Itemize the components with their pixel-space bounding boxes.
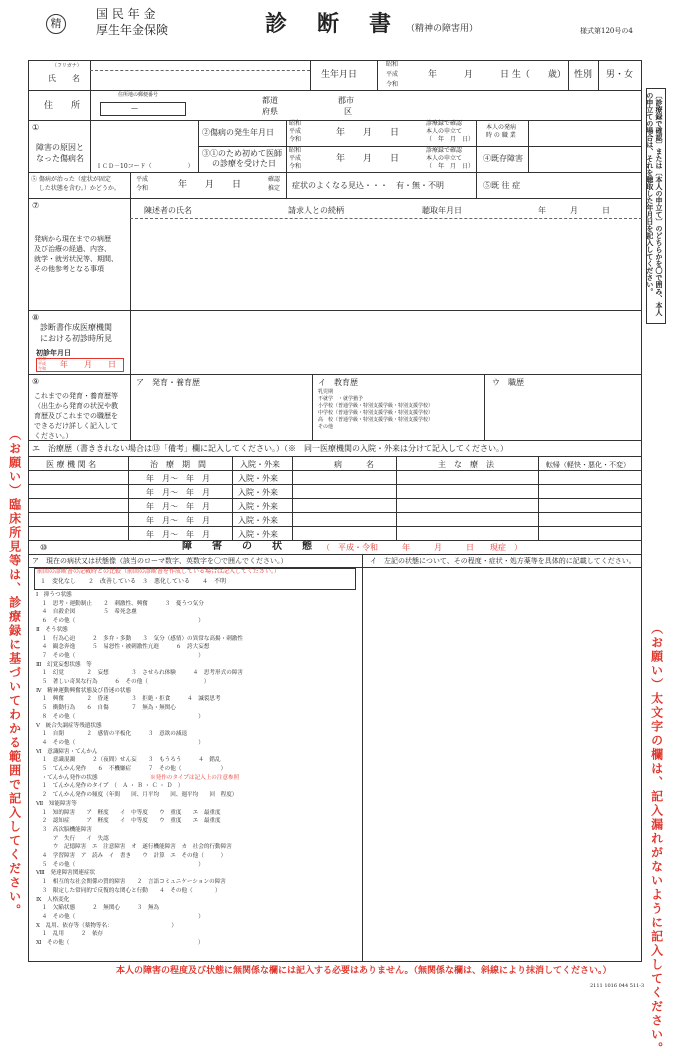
row2-occupation-l2: 時 の 職 業 [486, 132, 516, 139]
th-inout: 入院・外来 [240, 460, 280, 469]
condition-item[interactable]: １ 幻覚 ２ 妄想 ３ させられ体験 ４ 思考形式の障害 [36, 670, 243, 677]
col-education: イ 教育歴 [318, 378, 358, 387]
condition-item[interactable]: ・てんかん発作の状態 [36, 774, 98, 781]
condition-item[interactable]: ウ 記憶障害 エ 注意障害 オ 遂行機能障害 カ 社会的行動障害 [36, 844, 232, 851]
condition-item[interactable]: Ⅸ 人格変化 [36, 896, 70, 903]
col-work-history: ウ 職歴 [492, 378, 524, 387]
condition-right-head: イ 左記の状態について、その程度・症状・処方薬等を具体的に記載してください。 [370, 557, 636, 565]
seizure-type-note: ※発作のタイプは記入上の注意参照 [150, 774, 240, 781]
edu-line-1: 乳児期 [318, 389, 334, 395]
condition-item[interactable]: ２ てんかん発作の頻度（年間 回、月平均 回、週平均 回 程度） [36, 792, 238, 799]
compare-red-note: 前回の診断書の記載時との比較（前回の診断書を作成している場合は記入してください。） [37, 568, 281, 575]
condition-item[interactable]: １ 思考・運動制止 ２ 刺激性、興奮 ３ 憂うつ気分 [36, 600, 204, 607]
postcode-field[interactable] [100, 102, 186, 116]
first-era-showa: 昭和 [38, 356, 46, 361]
condition-item[interactable]: １ 行為心迫 ２ 多弁・多動 ３ 気分（感情）の異常な高揚・刺激性 [36, 635, 243, 642]
th-therapy: 主 な 療 法 [438, 460, 494, 469]
form-number: 様式第120号の4 [580, 27, 633, 35]
row5-era-reiwa: 令和 [136, 185, 149, 192]
row5-label-l2: した状態を含む。）かどうか。 [31, 185, 120, 192]
row3-confirm-l3: （ 年 月 日） [426, 163, 475, 170]
condition-item[interactable]: ５ 衝動行為 ６ 自傷 ７ 無為・無関心 [36, 705, 176, 712]
city-label1: 郡市 [338, 96, 354, 105]
row2-confirm-l1[interactable]: 診療録で確認 [426, 120, 463, 127]
pension-line2: 厚生年金保険 [96, 23, 169, 37]
history-label: ⑤既 往 症 [483, 181, 521, 190]
row8-desc-l2: における初診時所見 [40, 334, 112, 343]
edu-line-6[interactable]: その他 [318, 424, 334, 430]
row1-label-l1: 障害の原因と [36, 143, 84, 152]
condition-item[interactable]: １ 乱用 ２ 依存 [36, 931, 104, 938]
condition-item[interactable]: ４ 自殺企図 ５ 希死念慮 [36, 609, 137, 616]
name-label: 氏 名 [48, 74, 80, 83]
right-side-note: （お願い）太文字の欄は、記入漏れがないように記入してください。 [649, 622, 664, 1056]
birth-label: 生年月日 [321, 70, 358, 80]
row9-desc-l1: これまでの発育・養育歴等 [34, 392, 118, 400]
row3-date-field[interactable]: 年 月 日 [336, 154, 400, 164]
condition-left-head: ア 現在の病状又は状態像（該当のローマ数字、英数字を〇で囲んでください。） [32, 557, 288, 565]
listen-date-field[interactable]: 年 月 日 [538, 206, 610, 215]
row7-num: ⑦ [32, 201, 40, 210]
page-title: 診 断 書 [265, 11, 396, 37]
row3-era-showa: 昭和 [289, 147, 302, 154]
condition-item[interactable]: Ⅲ 幻覚妄想状態 等 [36, 661, 92, 668]
row7-desc-l2: 及び治療の経過、内容、 [34, 245, 111, 253]
first-era-reiwa: 令和 [38, 366, 46, 371]
seal-icon: 精 [46, 14, 66, 34]
row5-confirm[interactable]: 確認 [268, 176, 281, 183]
condition-item[interactable]: Ⅴ 統合失調症等残遺状態 [36, 722, 102, 729]
inout-row-4[interactable]: 入院・外来 [238, 516, 278, 525]
condition-item[interactable]: Ⅱ そう状態 [36, 626, 68, 633]
condition-item[interactable]: Ⅹ 乱用、依存等（薬物等名： ） [36, 922, 178, 929]
furigana-label: （フリガナ） [52, 63, 82, 69]
row7-desc-l1: 発病から現在までの病歴 [34, 235, 111, 243]
treatment-heading: エ 治療歴（書ききれない場合は⑬「備考」欄に記入してください。）（※ 同一医療機関の入院・外来は分けて記入してください。） [32, 444, 508, 453]
row8-num: ⑧ [32, 313, 40, 322]
condition-item[interactable]: Ⅰ 抑うつ状態 [36, 592, 72, 598]
condition-item[interactable]: １ 自閉 ２ 感情の平板化 ３ 意欲の減退 [36, 731, 188, 738]
th-institution: 医 療 機 関 名 [46, 460, 97, 469]
col-upbringing: ア 発育・養育歴 [136, 378, 200, 387]
edu-line-2[interactable]: 不就学 ・就学猶予 [318, 396, 364, 402]
row5-label-l1: ⑤ 傷病が治った（症状が固定 [31, 176, 111, 183]
sex-options[interactable]: 男・女 [606, 70, 634, 80]
footer-note: 本人の障害の程度及び状態に無関係な欄には記入する必要はありません。（無関係な欄は、斜線により抹消してください。） [116, 966, 612, 976]
condition-item[interactable]: ２ 認知症 ア 軽度 イ 中等度 ウ 重度 エ 最重度 [36, 818, 221, 825]
condition-item[interactable]: Ⅶ 知能障害等 [36, 800, 77, 807]
edu-line-3[interactable]: 小学校（普通学級・特別支援学級・特別支援学校） [318, 403, 434, 409]
th-disease: 病 名 [334, 460, 374, 469]
condition-item[interactable]: ５ 著しい奇異な行為 ６ その他（ ） [36, 679, 210, 685]
first-date-field[interactable]: 年 月 日 [60, 360, 116, 369]
row3-era-heisei: 平成 [289, 155, 302, 162]
row9-desc-l4: できるだけ詳しく記入して [34, 422, 118, 430]
birth-date-field[interactable]: 年 月 日 生（ 歳） [428, 70, 566, 80]
row3-label-l2: の診療を受けた日 [212, 159, 276, 168]
narrator-name-label: 陳述者の氏名 [144, 206, 192, 215]
period-row-5[interactable]: 年 月～ 年 月 [146, 530, 210, 539]
row1-label-l2: なった傷病名 [36, 154, 84, 163]
row5-era-heisei: 平成 [136, 176, 149, 183]
row2-confirm-l2[interactable]: 本人の申立て [426, 128, 463, 135]
row2-date-field[interactable]: 年 月 日 [336, 128, 400, 138]
condition-num: ⑩ [40, 543, 48, 552]
left-side-note: （お願い）臨床所見等は、診療録に基づいてわかる範囲で記入してください。 [7, 428, 22, 918]
compare-options[interactable]: １ 変化なし ２ 改善している ３ 悪化している ４ 不明 [40, 578, 227, 585]
edu-line-5[interactable]: 高 校（普通学級・特別支援学級・特別支援学校） [318, 417, 434, 423]
listen-date-label: 聴取年月日 [422, 206, 462, 215]
row9-desc-l5: ください。） [34, 432, 73, 440]
condition-item[interactable]: ７ その他（ ） [36, 652, 204, 659]
condition-item[interactable]: １ 欠陥状態 ２ 無関心 ３ 無為 [36, 905, 160, 912]
condition-item[interactable]: １ 相互的な社会関係の質的障害 ２ 言語コミュニケーションの障害 [36, 879, 226, 886]
condition-item[interactable]: Ⅳ 精神運動興奮状態及び昏迷の状態 [36, 687, 132, 694]
relation-label: 請求人との続柄 [288, 206, 344, 215]
period-row-1[interactable]: 年 月～ 年 月 [146, 474, 210, 483]
row2-confirm-l3: （ 年 月 日） [426, 136, 475, 143]
condition-item[interactable]: ５ その他（ ） [36, 861, 204, 868]
period-row-2[interactable]: 年 月～ 年 月 [146, 488, 210, 497]
condition-item[interactable]: ４ 観念奔逸 ５ 易怒性・被刺激性亢進 ６ 誇大妄想 [36, 644, 210, 651]
condition-title: 障 害 の 状 態 [182, 541, 312, 552]
condition-item[interactable]: ４ 学習障害 ア 読み イ 書き ウ 計算 エ その他（ ） [36, 853, 227, 859]
row9-num: ⑨ [32, 377, 40, 386]
th-period: 治 療 期 間 [150, 460, 206, 469]
row7-desc-l3: 就学・就労状況等、期間、 [34, 255, 118, 263]
first-date-label: 初診年月日 [36, 348, 71, 357]
condition-item[interactable]: Ⅺ その他（ ） [36, 940, 204, 946]
sex-label: 性別 [574, 70, 593, 80]
condition-item[interactable]: ３ 高次脳機能障害 [36, 826, 92, 833]
existing-disability-label: ④既存障害 [483, 154, 523, 163]
condition-item[interactable]: Ⅷ 発達障害関連症状 [36, 870, 96, 877]
condition-item[interactable]: １ 知的障害 ア 軽度 イ 中等度 ウ 重度 エ 最重度 [36, 809, 221, 816]
postcode-label: 住所地の郵便番号 [118, 92, 159, 98]
row2-occupation-l1: 本人の発病 [486, 124, 517, 131]
birth-era-heisei: 平成 [386, 71, 399, 78]
row3-era-reiwa: 令和 [289, 163, 302, 170]
row8-desc-l1: 診断書作成医療機関 [40, 323, 112, 332]
condition-item[interactable]: １ てんかん発作のタイプ （ Ａ ・ Ｂ ・ Ｃ ・ Ｄ ） [36, 783, 184, 790]
row3-label-l1: ③①のため初めて医師 [202, 149, 282, 158]
condition-item[interactable]: ４ その他（ ） [36, 913, 204, 920]
first-era-heisei: 平成 [38, 361, 46, 366]
condition-item[interactable]: ６ その他（ ） [36, 618, 204, 625]
condition-item[interactable]: ５ てんかん発作 ６ 不機嫌症 ７ その他（ ） [36, 766, 227, 772]
row1-num: ① [32, 123, 40, 132]
pref-label2: 府県 [262, 107, 278, 116]
pref-label1: 都道 [262, 96, 278, 105]
form-frame [28, 60, 642, 962]
row7-desc-l4: その他参考となる事項 [34, 265, 104, 273]
postcode-dash: — [131, 104, 138, 112]
condition-item[interactable]: Ⅵ 意識障害・てんかん [36, 748, 98, 755]
row5-date-field[interactable]: 年 月 日 [178, 180, 242, 190]
row9-desc-l2: （出生から発育の状況や教 [34, 402, 118, 410]
inout-row-2[interactable]: 入院・外来 [238, 488, 278, 497]
city-label2: 区 [344, 107, 352, 116]
birth-era-showa: 昭和 [386, 61, 399, 68]
condition-item[interactable]: ８ その他（ ） [36, 713, 204, 720]
edu-line-4[interactable]: 中学校（普通学級・特別支援学級・特別支援学校） [318, 410, 434, 416]
row5-estimate[interactable]: 推定 [268, 185, 281, 192]
footer-code: 2111 1016 044 511-3 [590, 983, 645, 989]
row3-confirm-l2[interactable]: 本人の申立て [426, 155, 463, 162]
row9-desc-l3: 育歴及びこれまでの職歴を [34, 412, 118, 420]
icd-code-field[interactable]: ＩＣＤ－10コード（ ） [96, 163, 194, 170]
period-row-4[interactable]: 年 月～ 年 月 [146, 516, 210, 525]
row2-era-reiwa: 令和 [289, 136, 302, 143]
th-outcome: 転帰（軽快・悪化・不変） [546, 461, 630, 469]
inout-row-3[interactable]: 入院・外来 [238, 502, 278, 511]
condition-item[interactable]: １ 興奮 ２ 昏迷 ３ 拒絶・拒食 ４ 滅裂思考 [36, 696, 221, 703]
page-subtitle: （精神の障害用） [406, 24, 479, 34]
row2-label: ②傷病の発生年月日 [202, 128, 274, 137]
row3-confirm-l1[interactable]: 診療録で確認 [426, 147, 463, 154]
condition-item[interactable]: ア 失行 イ 失認 [36, 835, 109, 842]
row2-era-showa: 昭和 [289, 120, 302, 127]
condition-date-note[interactable]: （ 平成・令和 年 月 日 現症 ） [322, 543, 522, 552]
condition-item[interactable]: ４ その他（ ） [36, 739, 204, 746]
row2-era-heisei: 平成 [289, 128, 302, 135]
inout-row-5[interactable]: 入院・外来 [238, 530, 278, 539]
condition-item[interactable]: ３ 限定した常同的で反復的な関心と行動 ４ その他（ ） [36, 887, 221, 894]
right-top-note-box [646, 88, 666, 324]
birth-era-reiwa: 令和 [386, 81, 399, 88]
inout-row-1[interactable]: 入院・外来 [238, 474, 278, 483]
period-row-3[interactable]: 年 月～ 年 月 [146, 502, 210, 511]
right-top-note: 〔診療録で確認〕または〔本人の申立て〕のどちらかを〇で囲み、本人の申立ての場合は、それを聴取した年月日を記入してください。 [645, 92, 664, 316]
address-label: 住 所 [44, 101, 81, 111]
pension-line1: 国 民 年 金 [96, 7, 156, 21]
condition-item[interactable]: １ 意識混濁 ２（夜間）せん妄 ３ もうろう ４ 錯乱 [36, 757, 221, 764]
prognosis-options[interactable]: 症状のよくなる見込・・・ 有・無・不明 [292, 181, 444, 190]
